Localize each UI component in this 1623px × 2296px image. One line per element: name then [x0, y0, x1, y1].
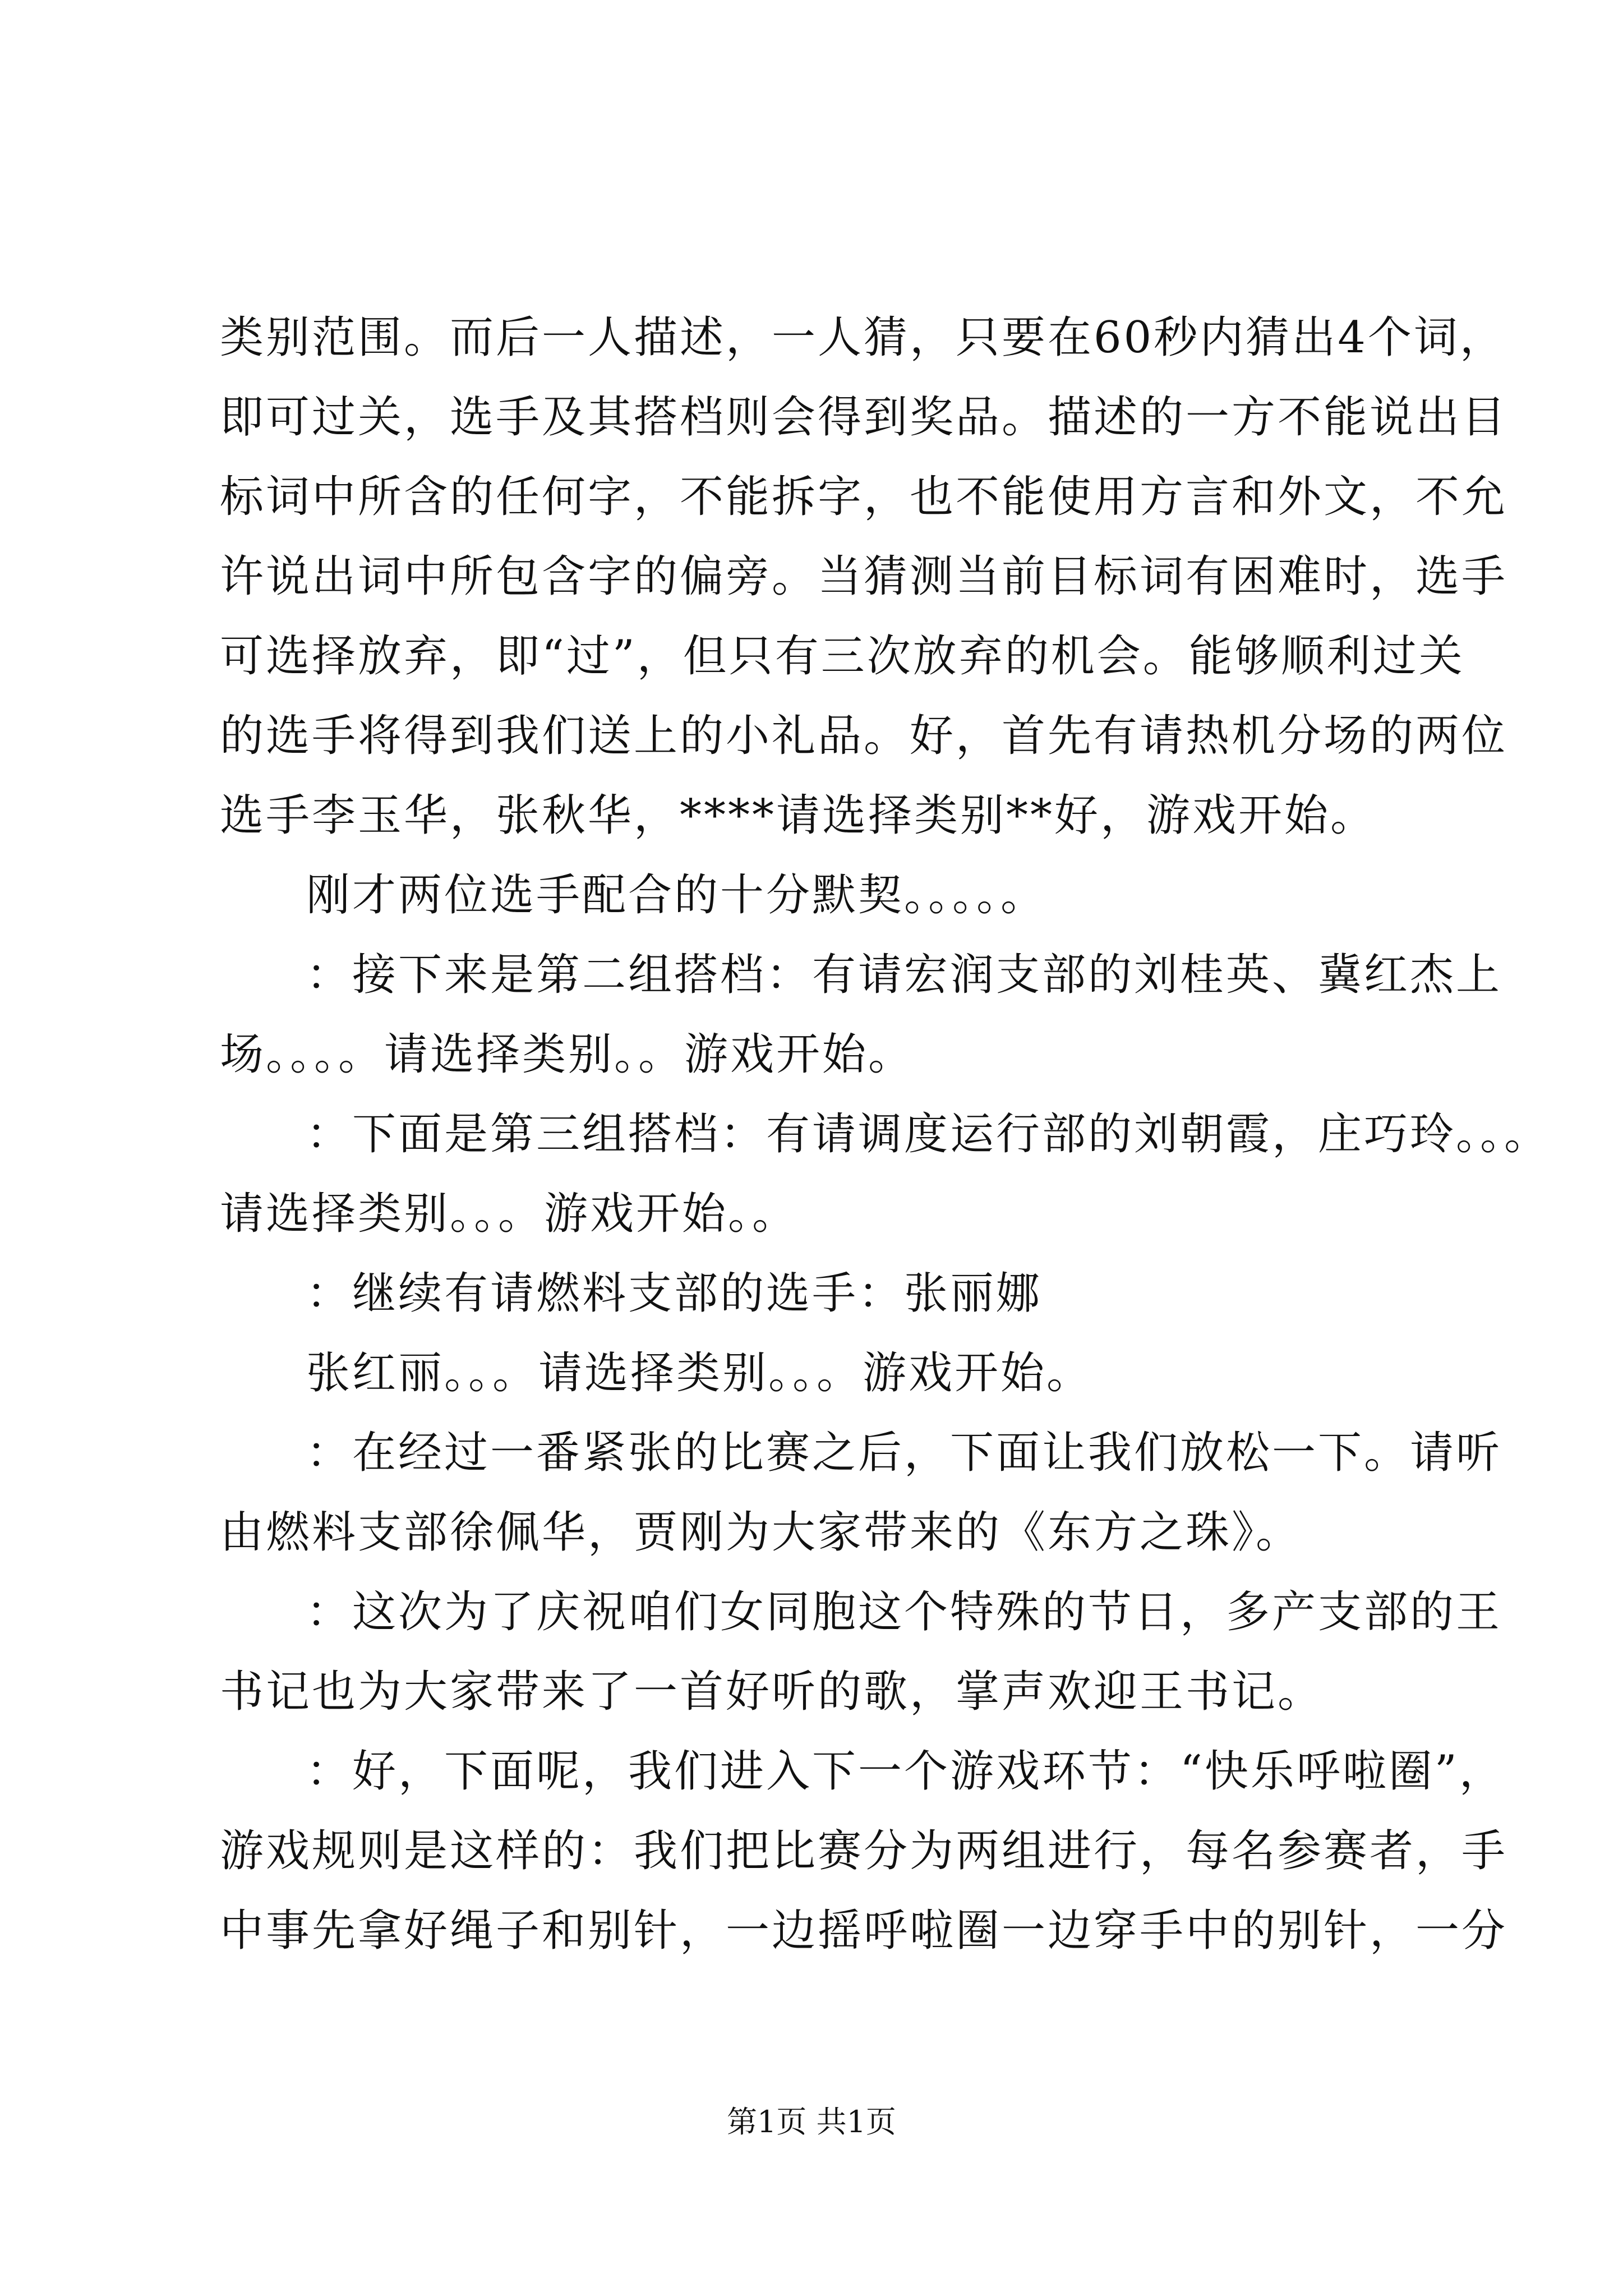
body-text-line: 场。。。。请选择类别。。游戏开始。 — [220, 1029, 915, 1080]
body-text-line: 标词中所含的任何字，不能拆字，也不能使用方言和外文，不允 — [220, 472, 1508, 522]
paragraph-start-line: ：这次为了庆祝咱们女同胞这个特殊的节日，多产支部的王 — [306, 1587, 1502, 1637]
body-text-line: 中事先拿好绳子和别针，一边摇呼啦圈一边穿手中的别针，一分 — [220, 1906, 1508, 1956]
paragraph-start-line: 刚才两位选手配合的十分默契。。。。。 — [306, 870, 1047, 921]
paragraph-start-line: ：下面是第三组搭档：有请调度运行部的刘朝霞，庄巧玲。。。 — [306, 1109, 1551, 1159]
page-footer: 第1页 共1页 — [727, 2104, 896, 2139]
paragraph-start-line: ：继续有请燃料支部的选手：张丽娜 — [306, 1268, 1043, 1319]
body-text-line: 书记也为大家带来了一首好听的歌，掌声欢迎王书记。 — [220, 1667, 1324, 1717]
body-text-line: 的选手将得到我们送上的小礼品。好，首先有请热机分场的两位 — [220, 711, 1508, 761]
paragraph-start-line: ：在经过一番紧张的比赛之后，下面让我们放松一下。请听 — [306, 1428, 1502, 1478]
body-text-line: 许说出词中所包含字的偏旁。当猜测当前目标词有困难时，选手 — [220, 551, 1508, 602]
body-text-line: 选手李玉华，张秋华，****请选择类别**好，游戏开始。 — [220, 790, 1377, 841]
paragraph-start-line: ：接下来是第二组搭档：有请宏润支部的刘桂英、冀红杰上 — [306, 950, 1502, 1000]
body-text-line: 由燃料支部徐佩华，贾刚为大家带来的《东方之珠》。 — [220, 1507, 1302, 1558]
paragraph-start-line: 张红丽。。。请选择类别。。。游戏开始。 — [306, 1348, 1093, 1398]
body-text-line: 类别范围。而后一人描述，一人猜，只要在60秒内猜出4个词， — [220, 312, 1506, 363]
paragraph-start-line: ：好，下面呢，我们进入下一个游戏环节：“快乐呼啦圈”， — [306, 1746, 1505, 1797]
body-text-line: 可选择放弃，即“过”，但只有三次放弃的机会。能够顺利过关 — [220, 631, 1465, 682]
body-text-line: 即可过关，选手及其搭档则会得到奖品。描述的一方不能说出目 — [220, 392, 1508, 443]
body-text-line: 游戏规则是这样的：我们把比赛分为两组进行，每名参赛者，手 — [220, 1826, 1508, 1876]
body-text-line: 请选择类别。。。游戏开始。。 — [220, 1189, 799, 1239]
